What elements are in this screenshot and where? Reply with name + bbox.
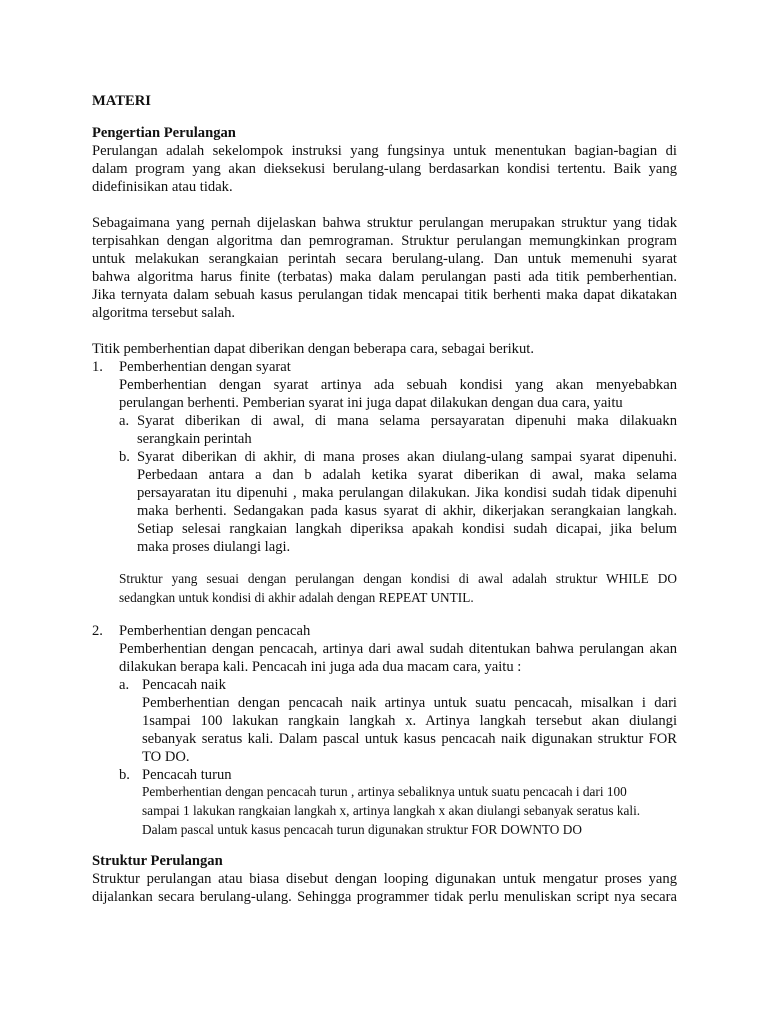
list-item-desc: perulangan berhenti. Pemberian syarat ini juga dapat dilakukan dengan dua cara, yaitu	[119, 395, 623, 411]
paragraph-line: dijalankan secara berulang-ulang. Sehingga programmer tidak perlu menuliskan script nya secara	[92, 889, 677, 905]
note-line: sedangkan untuk kondisi di akhir adalah dengan REPEAT UNTIL.	[119, 590, 474, 605]
sublist-marker: b.	[119, 449, 130, 465]
section-heading-pengertian: Pengertian Perulangan	[92, 125, 236, 141]
list-item-title: Pemberhentian dengan syarat	[119, 359, 291, 375]
list-item-desc: dilakukan berapa kali. Pencacah ini juga ada dua macam cara, yaitu :	[119, 659, 522, 675]
sublist-line: sampai 1 lakukan rangkaian langkah x, artinya langkah x akan diulangi sebanyak seratus kali.	[142, 803, 641, 818]
paragraph-line: untuk melakukan serangkaian perintah secara berulang-ulang. Dan untuk memenuhi syarat	[92, 251, 677, 267]
sublist-marker: b.	[119, 767, 130, 783]
sublist-marker: a.	[119, 677, 130, 693]
list-number: 1.	[92, 359, 103, 375]
paragraph-line: Jika ternyata dalam sebuah kasus perulangan tidak mencapai titik berhenti maka dapat dikatakan	[92, 287, 677, 303]
sublist-line: maka berhenti. Sedangakan pada kasus syarat di akhir, dikerjakan serangkaian langkah.	[137, 503, 677, 519]
list-item-desc: Pemberhentian dengan syarat artinya ada sebuah kondisi yang akan menyebabkan	[119, 377, 677, 393]
sublist-line: serangkain perintah	[137, 431, 252, 447]
paragraph-line: Perulangan adalah sekelompok instruksi yang fungsinya untuk menentukan bagian-bagian di	[92, 143, 677, 159]
paragraph-line: Struktur perulangan atau biasa disebut dengan looping digunakan untuk mengatur proses yang	[92, 871, 677, 887]
list-item-desc: Pemberhentian dengan pencacah, artinya dari awal sudah ditentukan bahwa perulangan akan	[119, 641, 677, 657]
paragraph-line: bahwa algoritma harus finite (terbatas) maka dalam perulangan pasti ada titik pemberhentian.	[92, 269, 677, 285]
paragraph-line: terpisahkan dengan algoritma dan pemrograman. Struktur perulangan memungkinkan program	[92, 233, 677, 249]
list-item-title: Pemberhentian dengan pencacah	[119, 623, 311, 639]
sublist-line: persayaratan itu dipenuhi , maka perulangan dilakukan. Jika kondisi sudah tidak dipenuhi	[137, 485, 677, 501]
sublist-line: Perbedaan antara a dan b adalah ketika syarat diberikan di awal, maka selama	[137, 467, 677, 483]
doc-title: MATERI	[92, 93, 151, 109]
sublist-line: maka proses diulangi lagi.	[137, 539, 291, 555]
sublist-line: Dalam pascal untuk kasus pencacah turun digunakan struktur FOR DOWNTO DO	[142, 822, 582, 837]
paragraph-line: algoritma tersebut salah.	[92, 305, 236, 321]
sublist-line: Syarat diberikan di awal, di mana selama persayaratan dipenuhi maka dilakuakn	[137, 413, 677, 429]
sublist-line: Setiap selesai rangkaian langkah diperiksa apakah kondisi sudah dicapai, jika belum	[137, 521, 677, 537]
sublist-line: sebanyak seratus kali. Dalam pascal untuk kasus pencacah naik digunakan struktur FOR	[142, 731, 677, 747]
paragraph-line: dalam program yang akan dieksekusi berulang-ulang berdasarkan kondisi tertentu. Baik yang	[92, 161, 677, 177]
paragraph-line: didefinisikan atau tidak.	[92, 179, 233, 195]
sublist-line: Syarat diberikan di akhir, di mana proses akan diulang-ulang sampai syarat dipenuhi.	[137, 449, 677, 465]
sublist-marker: a.	[119, 413, 130, 429]
paragraph-line: Titik pemberhentian dapat diberikan dengan beberapa cara, sebagai berikut.	[92, 341, 534, 357]
sublist-line: TO DO.	[142, 749, 190, 765]
note-line: Struktur yang sesuai dengan perulangan dengan kondisi di awal adalah struktur WHILE DO	[119, 571, 677, 586]
sublist-line: Pemberhentian dengan pencacah naik artinya untuk suatu pencacah, misalkan i dari	[142, 695, 677, 711]
section-heading-struktur: Struktur Perulangan	[92, 853, 223, 869]
sublist-line: Pemberhentian dengan pencacah turun , artinya sebaliknya untuk suatu pencacah i dari 100	[142, 784, 627, 799]
sublist-title: Pencacah naik	[142, 677, 226, 693]
paragraph-line: Sebagaimana yang pernah dijelaskan bahwa struktur perulangan merupakan struktur yang tidak	[92, 215, 677, 231]
sublist-line: 1sampai 100 lakukan rangkain langkah x. Artinya langkah tersebut akan diulangi	[142, 713, 677, 729]
sublist-title: Pencacah turun	[142, 767, 232, 783]
list-number: 2.	[92, 623, 103, 639]
